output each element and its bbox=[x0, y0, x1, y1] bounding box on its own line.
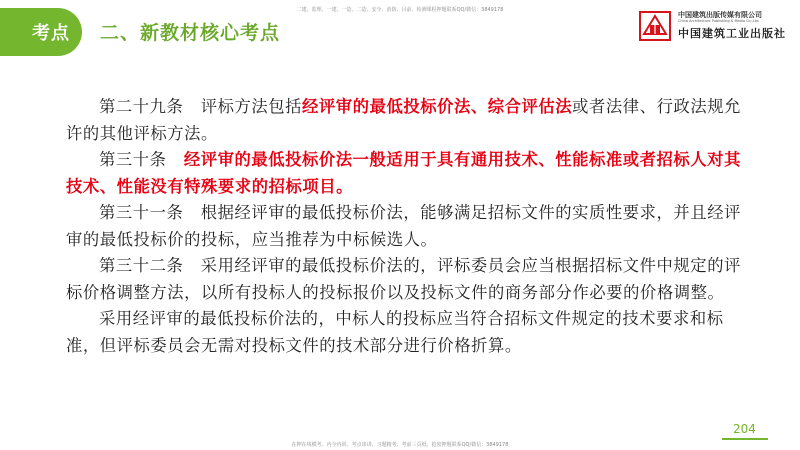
article-text: 采用经评审的最低投标价法的，中标人的投标应当符合招标文件规定的技术要求和标准，但评标委员会无需对投标文件的技术部分进行价格折算。 bbox=[66, 309, 724, 355]
article-31 bbox=[66, 200, 756, 253]
article-number: 第二十九条 bbox=[99, 97, 184, 116]
article-text: 采用经评审的最低投标价法的，评标委员会应当根据招标文件中规定的评标价格调整方法，以所有投标人的投标报价以及投标文件的商务部分作必要的价格调整。 bbox=[66, 256, 741, 302]
article-number: 第三十二条 bbox=[99, 256, 184, 275]
badge-label: 考点 bbox=[32, 23, 70, 44]
page-number: 204 bbox=[733, 422, 756, 436]
article-text: 或者法律、行政法规允许的其他评标方法。 bbox=[66, 97, 741, 143]
section-title: 二、新教材核心考点 bbox=[100, 22, 281, 44]
publisher-name-en: China Architecture Publishing & Media Co.,Ltd. bbox=[678, 19, 760, 23]
publisher-name-cn: 中国建筑出版传媒有限公司 bbox=[678, 11, 762, 19]
article-number: 第三十条 bbox=[99, 150, 167, 169]
publisher-logo bbox=[638, 8, 788, 44]
article-number: 第三十一条 bbox=[99, 203, 184, 222]
article-emphasis: 经评审的最低投标价法一般适用于具有通用技术、性能标准或者招标人对其技术、性能没有特殊要求的招标项目。 bbox=[66, 150, 741, 196]
closing-paragraph bbox=[66, 306, 756, 359]
article-32 bbox=[66, 253, 756, 306]
section-badge bbox=[0, 8, 82, 56]
publisher-logo-icon bbox=[638, 10, 672, 42]
page-number-underline bbox=[722, 438, 768, 440]
article-text: 评标方法包括 bbox=[200, 97, 303, 116]
article-text: 根据经评审的最低投标价法，能够满足招标文件的实质性要求，并且经评审的最低投标价的投标，应当推荐为中标候选人。 bbox=[66, 203, 741, 249]
press-name: 中国建筑工业出版社 bbox=[678, 27, 786, 40]
article-content bbox=[66, 94, 756, 359]
article-emphasis: 经评审的最低投标价法、综合评估法 bbox=[302, 97, 573, 116]
bottom-contact-note: 在押在线模考、内全内训、考点串讲、习题精考、考前三页纸、抢密押题联系QQ/微信：3849178 bbox=[291, 442, 509, 448]
top-contact-note: 二建、监理、一建、一造、二造、安全、消防、目前、检测课程押题联系QQ/微信：3849178 bbox=[296, 7, 504, 13]
article-30 bbox=[66, 147, 756, 200]
article-29 bbox=[66, 94, 756, 147]
